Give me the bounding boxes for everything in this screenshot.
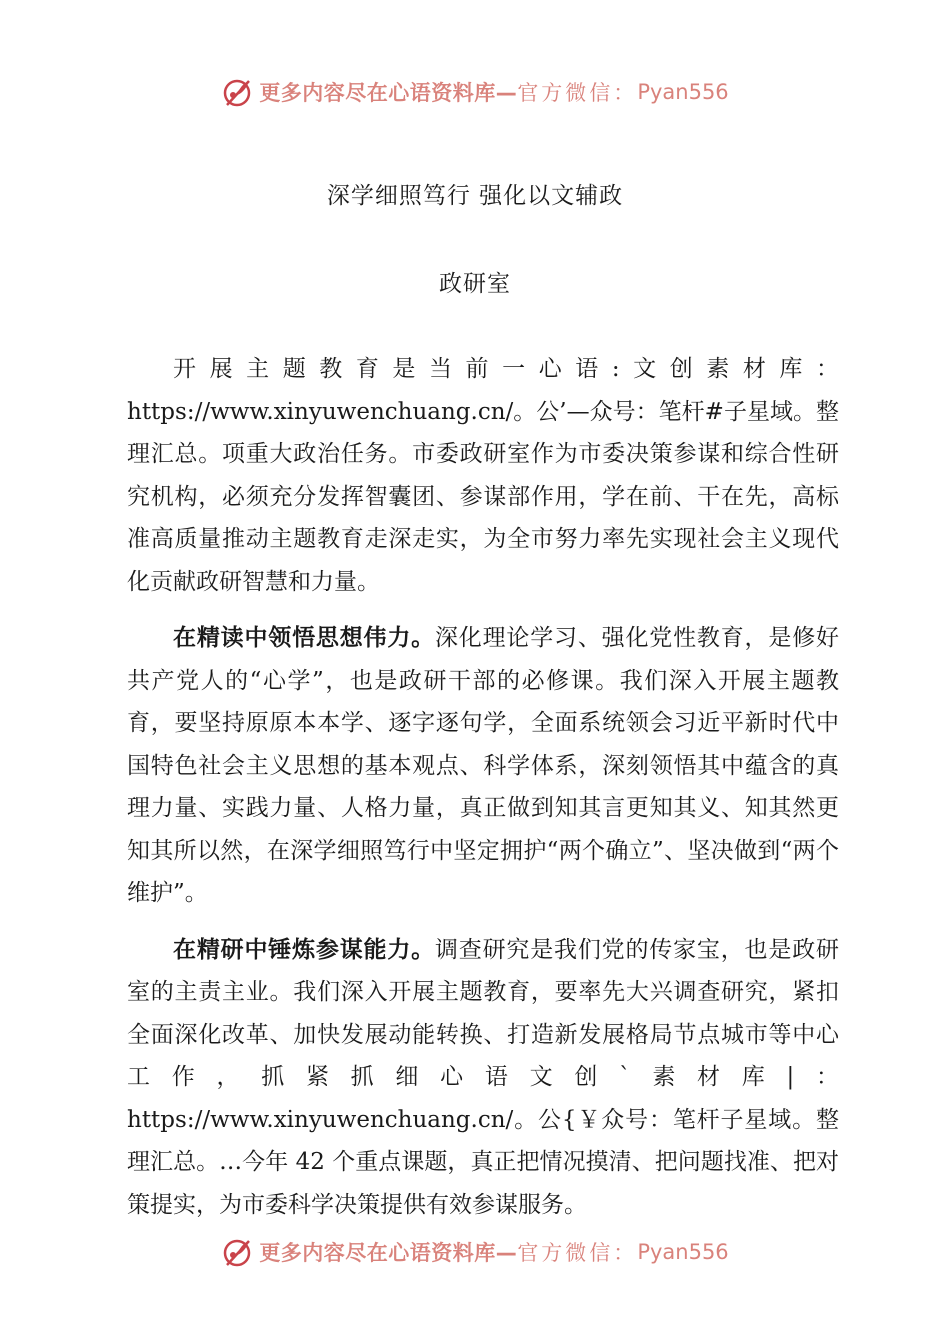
document-author: 政研室 [439,271,511,297]
document-title: 深学细照笃行 强化以文辅政 [326,183,624,209]
paragraph-2-text: 深化理论学习、强化党性教育，是修好共产党人的“心学”，也是政研干部的必修课。我们深入开展主题教育，要坚持原原本本学、逐字逐句学，全面系统领会习近平新时代中国特色社会主义思想的基本观点、科学体系，深刻领悟其中蕴含的真理力量、实践力量、人格力量，真正做到知其言更知其义、知其然更知其所以然，在深学细照笃行中坚定拥护“两个确立”、坚决做到“两个维护”。 [127,625,840,906]
paragraph-1 [127,348,839,603]
paragraph-3-lead: 在精研中锤炼参谋能力。 [173,936,435,963]
quill-logo-icon [221,1235,255,1269]
paragraph-3 [127,929,839,1227]
paragraph-1-text: 开展主题教育是当前一心语:文创素材库：https://www.xinyuwenchuang.cn/。公’—众号：笔杆#子星域。整理汇总。项重大政治任务。市委政研室作为市委决策参谋和综合性研究机构，必须充分发挥智囊团、参谋部作用，学在前、干在先，高标准高质量推动主题教育走深走实，为全市努力率先实现社会主义现代化贡献政研智慧和力量。 [127,356,839,595]
footer-wechat-id: Pyan556 [637,1240,729,1264]
header-watermark-text: 更多内容尽在心语资料库— [259,81,518,105]
paragraph-2 [127,617,839,915]
paragraph-3-text: 调查研究是我们党的传家宝，也是政研室的主责主业。我们深入开展主题教育，要率先大兴调查研究，紧扣全面深化改革、加快发展动能转换、打造新发展格局节点城市等中心工作，抓紧抓细心语文创`素材库|：https://www.xinyuwenchuang.cn/。公{￥众号：笔杆子星域。整理汇总。…今年 42 个重点课题，真正把情况摸清、把问题找准、把对策提实，为市委科学决策提供有效参谋服务。 [127,936,840,1218]
footer-watermark-text: 更多内容尽在心语资料库— [259,1241,518,1265]
header-wechat-label: 官方微信： [517,81,638,105]
paragraph-2-lead: 在精读中领悟思想伟力。 [173,625,435,651]
footer-wechat-label: 官方微信： [517,1241,638,1265]
document-body [127,348,839,1240]
quill-logo-icon [221,75,255,109]
footer-watermark [0,1232,950,1272]
header-watermark [0,72,950,112]
header-wechat-id: Pyan556 [637,80,729,104]
